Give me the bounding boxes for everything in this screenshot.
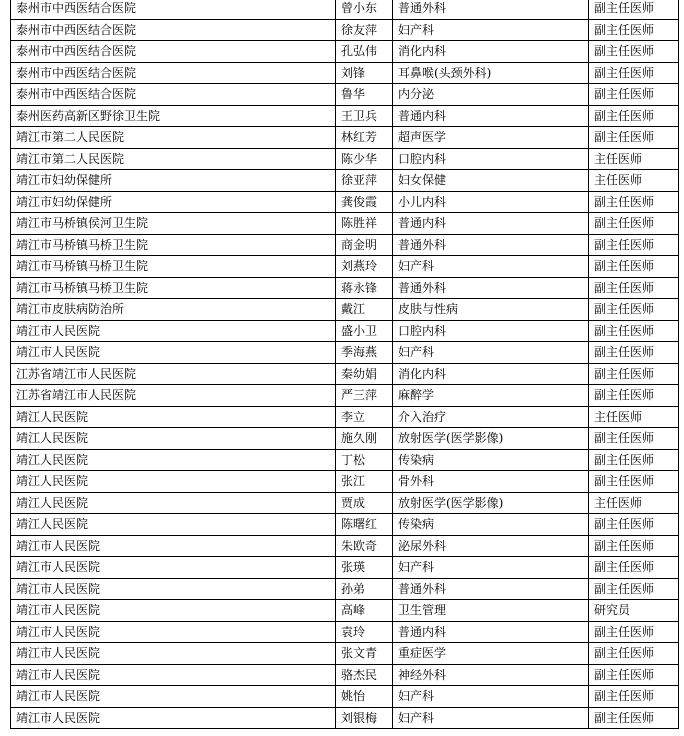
department-cell: 内分泌 bbox=[393, 84, 589, 106]
department-cell: 妇产科 bbox=[393, 557, 589, 579]
hospital-cell: 靖江人民医院 bbox=[11, 449, 336, 471]
department-cell: 小儿内科 bbox=[393, 191, 589, 213]
hospital-cell: 靖江市人民医院 bbox=[11, 320, 336, 342]
name-cell: 姚怡 bbox=[336, 686, 393, 708]
title-cell: 副主任医师 bbox=[589, 213, 679, 235]
table-row bbox=[11, 385, 679, 407]
name-cell: 李立 bbox=[336, 406, 393, 428]
table-row bbox=[11, 84, 679, 106]
department-cell: 普通外科 bbox=[393, 234, 589, 256]
department-cell: 消化内科 bbox=[393, 363, 589, 385]
hospital-cell: 靖江市皮肤病防治所 bbox=[11, 299, 336, 321]
table-row bbox=[11, 449, 679, 471]
department-cell: 泌尿外科 bbox=[393, 535, 589, 557]
hospital-cell: 靖江市人民医院 bbox=[11, 686, 336, 708]
department-cell: 耳鼻喉(头颈外科) bbox=[393, 62, 589, 84]
title-cell: 主任医师 bbox=[589, 492, 679, 514]
title-cell: 副主任医师 bbox=[589, 41, 679, 63]
name-cell: 龚俊霞 bbox=[336, 191, 393, 213]
name-cell: 陈胜祥 bbox=[336, 213, 393, 235]
title-cell: 副主任医师 bbox=[589, 62, 679, 84]
title-cell: 副主任医师 bbox=[589, 557, 679, 579]
table-row bbox=[11, 256, 679, 278]
table-row bbox=[11, 127, 679, 149]
department-cell: 口腔内科 bbox=[393, 320, 589, 342]
department-cell: 传染病 bbox=[393, 449, 589, 471]
name-cell: 陈少华 bbox=[336, 148, 393, 170]
department-cell: 卫生管理 bbox=[393, 600, 589, 622]
department-cell: 传染病 bbox=[393, 514, 589, 536]
name-cell: 朱欧奇 bbox=[336, 535, 393, 557]
title-cell: 副主任医师 bbox=[589, 643, 679, 665]
department-cell: 普通内科 bbox=[393, 621, 589, 643]
title-cell: 副主任医师 bbox=[589, 621, 679, 643]
department-cell: 普通外科 bbox=[393, 277, 589, 299]
name-cell: 盛小卫 bbox=[336, 320, 393, 342]
department-cell: 放射医学(医学影像) bbox=[393, 492, 589, 514]
title-cell: 副主任医师 bbox=[589, 342, 679, 364]
hospital-cell: 靖江市人民医院 bbox=[11, 557, 336, 579]
department-cell: 妇产科 bbox=[393, 19, 589, 41]
name-cell: 刘燕玲 bbox=[336, 256, 393, 278]
table-row bbox=[11, 277, 679, 299]
table-row bbox=[11, 342, 679, 364]
table-row bbox=[11, 213, 679, 235]
title-cell: 副主任医师 bbox=[589, 385, 679, 407]
title-cell: 副主任医师 bbox=[589, 320, 679, 342]
hospital-cell: 靖江市马桥镇侯河卫生院 bbox=[11, 213, 336, 235]
title-cell: 副主任医师 bbox=[589, 256, 679, 278]
title-cell: 主任医师 bbox=[589, 148, 679, 170]
title-cell: 副主任医师 bbox=[589, 664, 679, 686]
hospital-cell: 泰州医药高新区野徐卫生院 bbox=[11, 105, 336, 127]
hospital-cell: 靖江市第二人民医院 bbox=[11, 127, 336, 149]
title-cell: 副主任医师 bbox=[589, 0, 679, 19]
department-cell: 妇产科 bbox=[393, 686, 589, 708]
title-cell: 副主任医师 bbox=[589, 277, 679, 299]
hospital-cell: 靖江市人民医院 bbox=[11, 643, 336, 665]
name-cell: 季海燕 bbox=[336, 342, 393, 364]
title-cell: 副主任医师 bbox=[589, 19, 679, 41]
department-cell: 放射医学(医学影像) bbox=[393, 428, 589, 450]
hospital-cell: 靖江人民医院 bbox=[11, 492, 336, 514]
department-cell: 介入治疗 bbox=[393, 406, 589, 428]
department-cell: 妇女保健 bbox=[393, 170, 589, 192]
hospital-cell: 靖江市人民医院 bbox=[11, 621, 336, 643]
table-row bbox=[11, 148, 679, 170]
document-page bbox=[10, 0, 678, 729]
hospital-cell: 靖江人民医院 bbox=[11, 514, 336, 536]
name-cell: 刘锋 bbox=[336, 62, 393, 84]
title-cell: 副主任医师 bbox=[589, 514, 679, 536]
hospital-cell: 靖江市第二人民医院 bbox=[11, 148, 336, 170]
name-cell: 刘银梅 bbox=[336, 707, 393, 729]
table-row bbox=[11, 578, 679, 600]
table-row bbox=[11, 514, 679, 536]
name-cell: 蒋永锋 bbox=[336, 277, 393, 299]
hospital-cell: 靖江市马桥镇马桥卫生院 bbox=[11, 234, 336, 256]
name-cell: 徐亚萍 bbox=[336, 170, 393, 192]
title-cell: 副主任医师 bbox=[589, 299, 679, 321]
hospital-cell: 泰州市中西医结合医院 bbox=[11, 84, 336, 106]
name-cell: 商金明 bbox=[336, 234, 393, 256]
title-cell: 副主任医师 bbox=[589, 428, 679, 450]
department-cell: 妇产科 bbox=[393, 256, 589, 278]
title-cell: 副主任医师 bbox=[589, 471, 679, 493]
hospital-cell: 靖江市人民医院 bbox=[11, 664, 336, 686]
name-cell: 徐友萍 bbox=[336, 19, 393, 41]
name-cell: 高峰 bbox=[336, 600, 393, 622]
title-cell: 副主任医师 bbox=[589, 707, 679, 729]
department-cell: 普通内科 bbox=[393, 213, 589, 235]
department-cell: 皮肤与性病 bbox=[393, 299, 589, 321]
name-cell: 鲁华 bbox=[336, 84, 393, 106]
name-cell: 张江 bbox=[336, 471, 393, 493]
hospital-cell: 江苏省靖江市人民医院 bbox=[11, 363, 336, 385]
name-cell: 张文青 bbox=[336, 643, 393, 665]
table-row bbox=[11, 428, 679, 450]
hospital-cell: 泰州市中西医结合医院 bbox=[11, 0, 336, 19]
name-cell: 丁松 bbox=[336, 449, 393, 471]
hospital-cell: 靖江市妇幼保健所 bbox=[11, 191, 336, 213]
table-row bbox=[11, 471, 679, 493]
department-cell: 重症医学 bbox=[393, 643, 589, 665]
name-cell: 严三萍 bbox=[336, 385, 393, 407]
department-cell: 超声医学 bbox=[393, 127, 589, 149]
table-row bbox=[11, 19, 679, 41]
table-row bbox=[11, 105, 679, 127]
name-cell: 贾成 bbox=[336, 492, 393, 514]
department-cell: 普通外科 bbox=[393, 578, 589, 600]
name-cell: 孔弘伟 bbox=[336, 41, 393, 63]
roster-table bbox=[10, 0, 679, 729]
name-cell: 曾小东 bbox=[336, 0, 393, 19]
title-cell: 副主任医师 bbox=[589, 105, 679, 127]
table-row bbox=[11, 707, 679, 729]
hospital-cell: 靖江市人民医院 bbox=[11, 535, 336, 557]
table-row bbox=[11, 492, 679, 514]
hospital-cell: 泰州市中西医结合医院 bbox=[11, 19, 336, 41]
title-cell: 副主任医师 bbox=[589, 686, 679, 708]
table-row bbox=[11, 686, 679, 708]
table-row bbox=[11, 62, 679, 84]
hospital-cell: 靖江人民医院 bbox=[11, 471, 336, 493]
table-row bbox=[11, 557, 679, 579]
title-cell: 副主任医师 bbox=[589, 449, 679, 471]
name-cell: 林红芳 bbox=[336, 127, 393, 149]
table-row bbox=[11, 621, 679, 643]
table-row bbox=[11, 299, 679, 321]
table-row bbox=[11, 0, 679, 19]
name-cell: 王卫兵 bbox=[336, 105, 393, 127]
table-row bbox=[11, 41, 679, 63]
title-cell: 副主任医师 bbox=[589, 363, 679, 385]
name-cell: 陈曙红 bbox=[336, 514, 393, 536]
roster-table-body bbox=[11, 0, 679, 729]
title-cell: 主任医师 bbox=[589, 170, 679, 192]
table-row bbox=[11, 234, 679, 256]
hospital-cell: 靖江市人民医院 bbox=[11, 342, 336, 364]
title-cell: 副主任医师 bbox=[589, 191, 679, 213]
title-cell: 副主任医师 bbox=[589, 578, 679, 600]
name-cell: 施久刚 bbox=[336, 428, 393, 450]
table-row bbox=[11, 535, 679, 557]
department-cell: 骨外科 bbox=[393, 471, 589, 493]
hospital-cell: 靖江市人民医院 bbox=[11, 600, 336, 622]
hospital-cell: 靖江市马桥镇马桥卫生院 bbox=[11, 277, 336, 299]
table-row bbox=[11, 406, 679, 428]
table-row bbox=[11, 363, 679, 385]
title-cell: 副主任医师 bbox=[589, 127, 679, 149]
table-row bbox=[11, 191, 679, 213]
department-cell: 妇产科 bbox=[393, 707, 589, 729]
table-row bbox=[11, 320, 679, 342]
table-row bbox=[11, 643, 679, 665]
hospital-cell: 靖江市妇幼保健所 bbox=[11, 170, 336, 192]
name-cell: 戴江 bbox=[336, 299, 393, 321]
name-cell: 张瑛 bbox=[336, 557, 393, 579]
name-cell: 骆杰民 bbox=[336, 664, 393, 686]
hospital-cell: 靖江市人民医院 bbox=[11, 707, 336, 729]
department-cell: 妇产科 bbox=[393, 342, 589, 364]
hospital-cell: 江苏省靖江市人民医院 bbox=[11, 385, 336, 407]
hospital-cell: 靖江市马桥镇马桥卫生院 bbox=[11, 256, 336, 278]
title-cell: 研究员 bbox=[589, 600, 679, 622]
department-cell: 普通外科 bbox=[393, 0, 589, 19]
department-cell: 普通内科 bbox=[393, 105, 589, 127]
title-cell: 副主任医师 bbox=[589, 234, 679, 256]
name-cell: 孙弟 bbox=[336, 578, 393, 600]
name-cell: 袁玲 bbox=[336, 621, 393, 643]
hospital-cell: 靖江市人民医院 bbox=[11, 578, 336, 600]
name-cell: 秦幼娟 bbox=[336, 363, 393, 385]
hospital-cell: 泰州市中西医结合医院 bbox=[11, 62, 336, 84]
hospital-cell: 泰州市中西医结合医院 bbox=[11, 41, 336, 63]
table-row bbox=[11, 664, 679, 686]
department-cell: 神经外科 bbox=[393, 664, 589, 686]
department-cell: 消化内科 bbox=[393, 41, 589, 63]
title-cell: 副主任医师 bbox=[589, 84, 679, 106]
table-row bbox=[11, 170, 679, 192]
title-cell: 副主任医师 bbox=[589, 535, 679, 557]
department-cell: 口腔内科 bbox=[393, 148, 589, 170]
table-row bbox=[11, 600, 679, 622]
title-cell: 主任医师 bbox=[589, 406, 679, 428]
hospital-cell: 靖江人民医院 bbox=[11, 428, 336, 450]
department-cell: 麻醉学 bbox=[393, 385, 589, 407]
hospital-cell: 靖江人民医院 bbox=[11, 406, 336, 428]
